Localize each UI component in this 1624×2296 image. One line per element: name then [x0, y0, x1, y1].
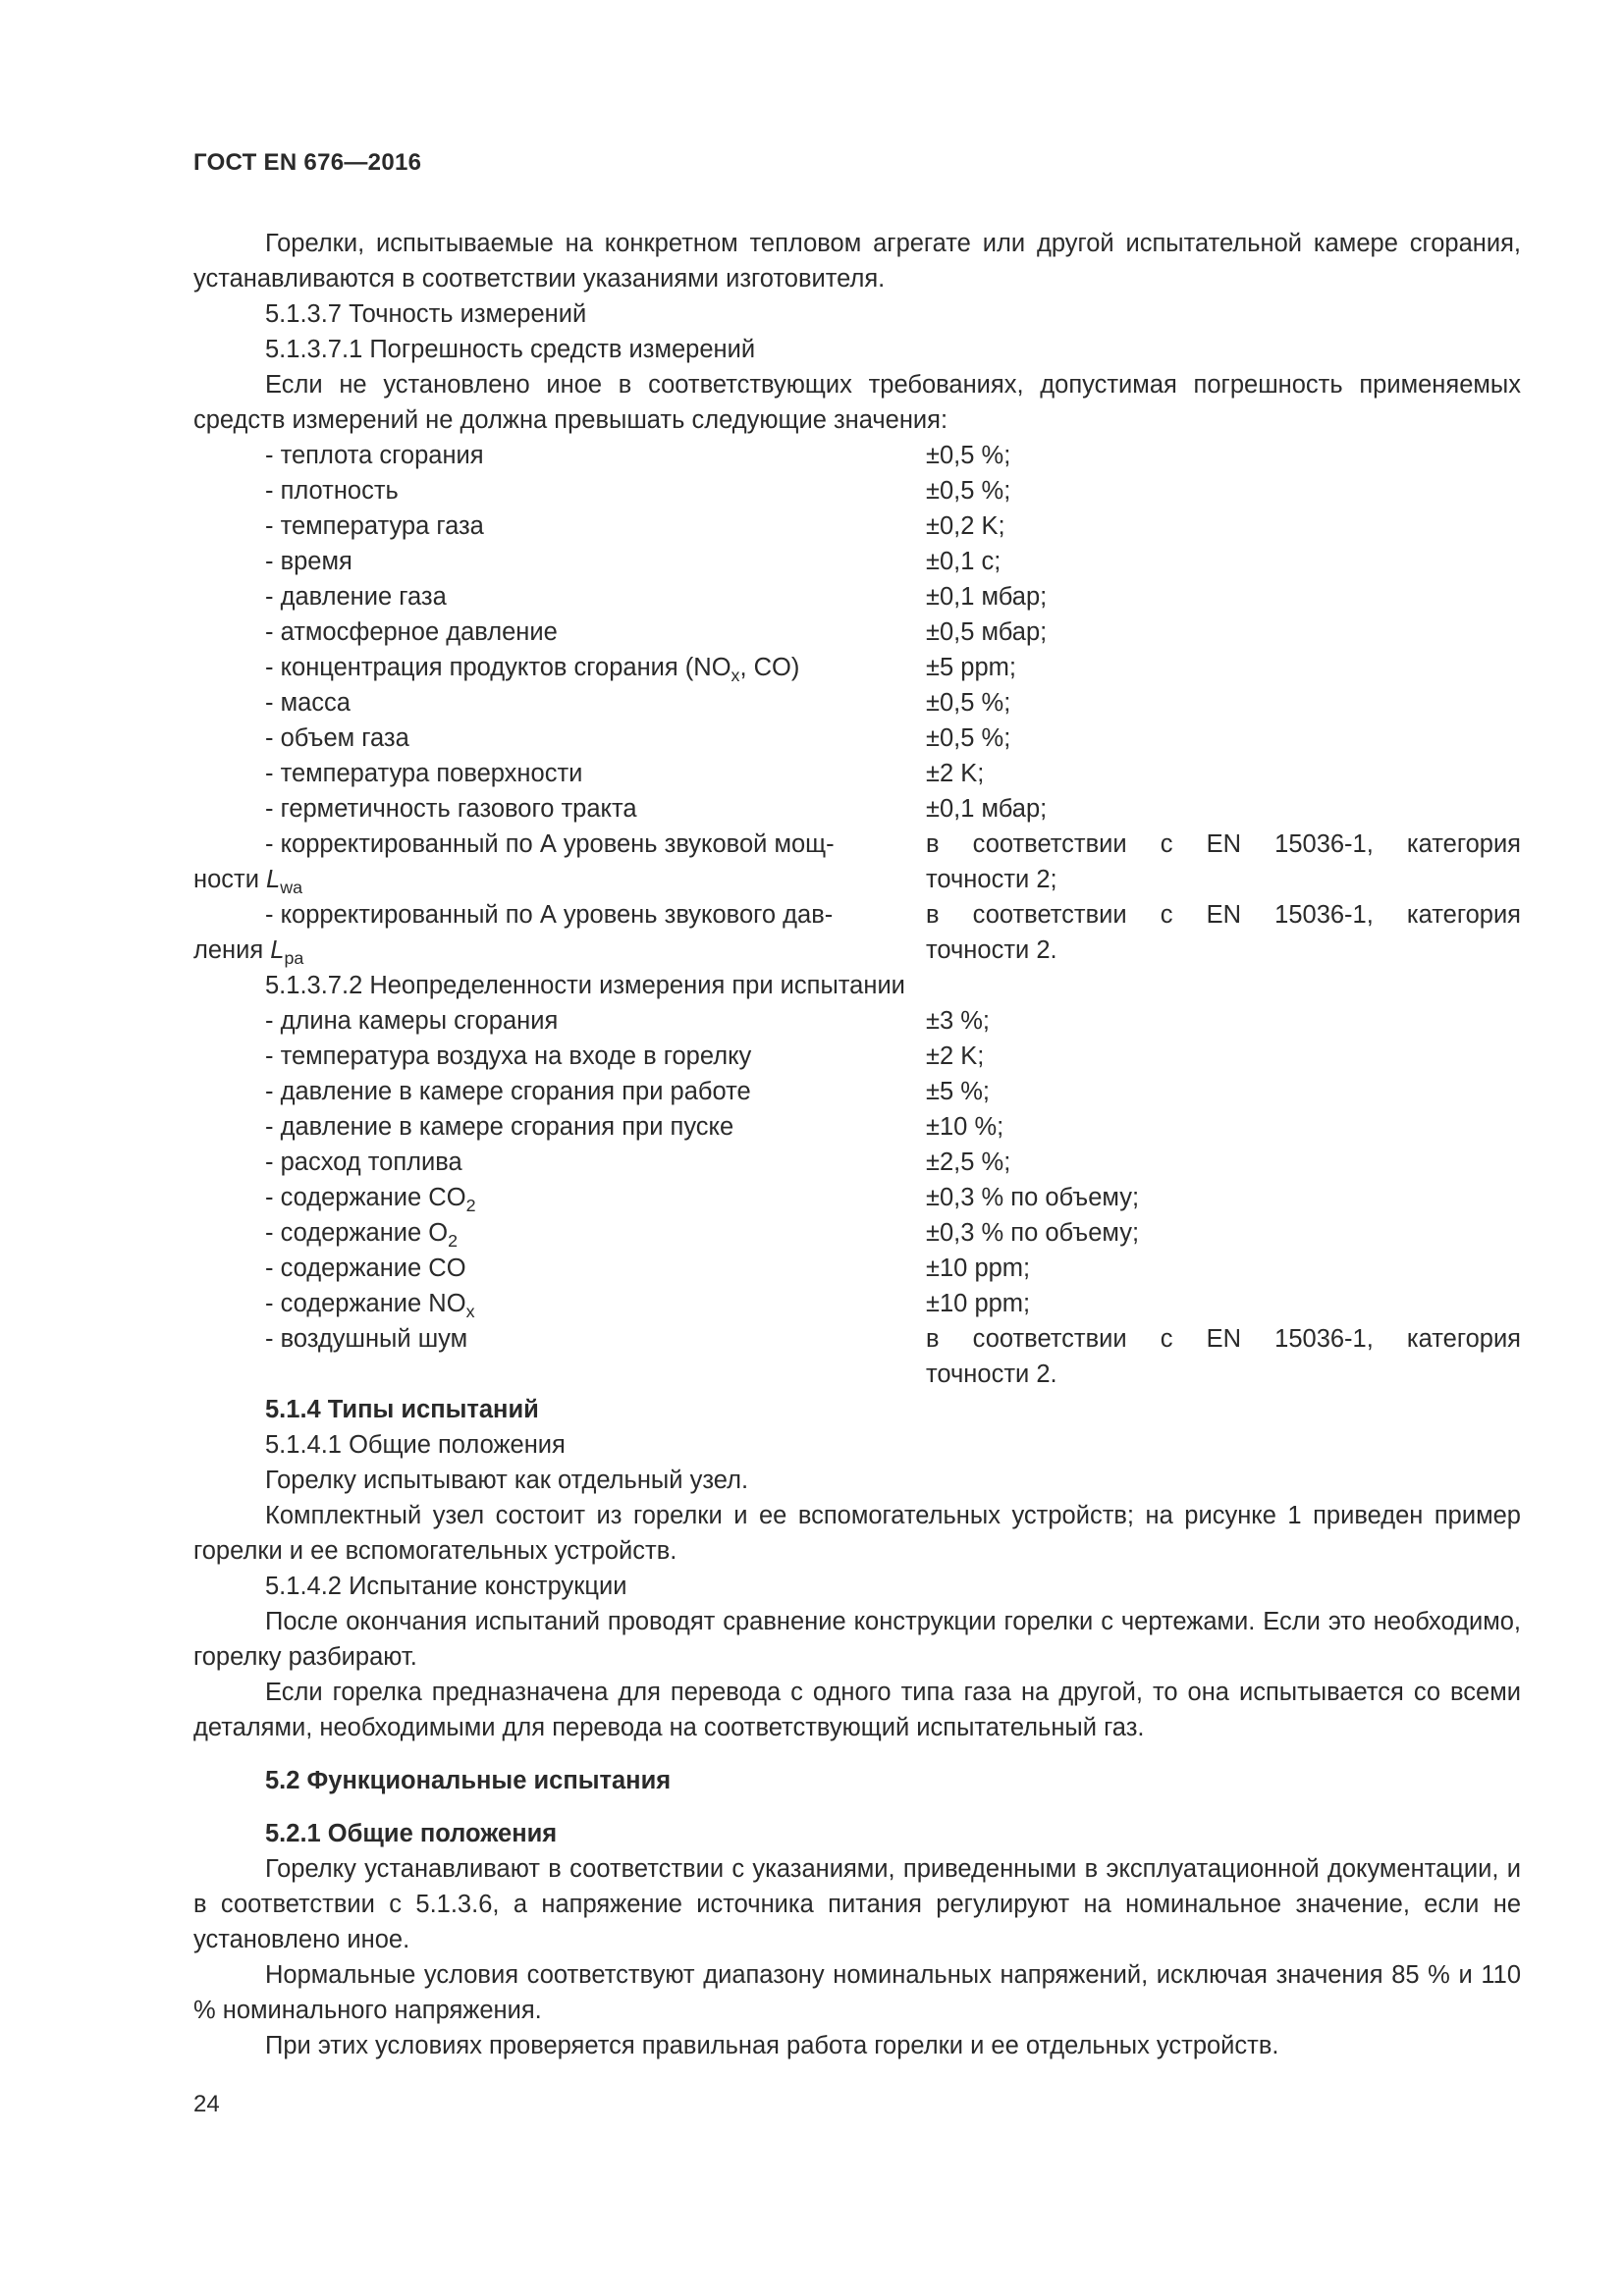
- paragraph: Если горелка предназначена для перевода с одного типа газа на другой, то она испытывается со всеми деталями, необходимыми для перевода на соответствующий испытательный газ.: [193, 1679, 1521, 1741]
- list-item: - давление газа ±0,1 мбар;: [265, 583, 1048, 611]
- list-item: - содержание $CO_2$ ±0,3 % по объему;: [265, 1184, 1140, 1216]
- list-item: - время ±0,1 с;: [265, 548, 1001, 575]
- list-item-continuation: ления $L_{pa}$ точности 2.: [193, 936, 1057, 969]
- list-item: - масса ±0,5 %;: [265, 689, 1011, 717]
- list-item: - плотность ±0,5 %;: [265, 477, 1011, 505]
- paragraph: Горелку испытывают как отдельный узел.: [265, 1467, 749, 1494]
- paragraph: При этих условиях проверяется правильная работа горелки и ее отдельных устройств.: [265, 2032, 1279, 2059]
- paragraph: Нормальные условия соответствуют диапазону номинальных напряжений, исключая значения 85 % и 110 % номинального напряжения.: [193, 1961, 1521, 2024]
- list-item: - корректированный по А уровень звукового дав- в соответствии с EN 15036-1, категория: [265, 901, 1521, 929]
- list-item: - содержание $NO_x$ ±10 ppm;: [265, 1290, 1031, 1322]
- paragraph: Если не установлено иное в соответствующих требованиях, допустимая погрешность применяемых средств измерений не должна превышать следующие значения:: [193, 371, 1521, 434]
- subsection-heading: 5.1.4.2 Испытание конструкции: [265, 1573, 627, 1600]
- paragraph: После окончания испытаний проводят сравнение конструкции горелки с чертежами. Если это необходимо, горелку разбирают.: [193, 1608, 1521, 1671]
- accuracy-list: [193, 438, 1521, 968]
- section-heading: 5.2.1 Общие положения: [265, 1820, 558, 1847]
- list-item: - температура поверхности ±2 K;: [265, 760, 985, 787]
- list-item: - содержание $O_2$ ±0,3 % по объему;: [265, 1219, 1140, 1252]
- subsection-heading: 5.1.3.7.2 Неопределенности измерения при испытании: [265, 972, 905, 999]
- subsection-heading: 5.1.4.1 Общие положения: [265, 1431, 566, 1459]
- list-item-continuation: ности $L_{wa}$ точности 2;: [193, 866, 1057, 898]
- paragraph: Горелки, испытываемые на конкретном тепловом агрегате или другой испытательной камере сгорания, устанавливаются в соответствии указаниями изготовителя.: [193, 230, 1521, 293]
- paragraph: Комплектный узел состоит из горелки и ее вспомогательных устройств; на рисунке 1 приведен пример горелки и ее вспомогательных устройств.: [193, 1502, 1521, 1565]
- page-content: [193, 226, 1521, 2063]
- list-item: - атмосферное давление ±0,5 мбар;: [265, 618, 1048, 646]
- paragraph: Горелку устанавливают в соответствии с указаниями, приведенными в эксплуатационной документации, и в соответствии с 5.1.3.6, а напряжение источника питания регулируют на номинальное значение, если не установлено иное.: [193, 1855, 1521, 1953]
- list-item: - теплота сгорания ±0,5 %;: [265, 442, 1011, 469]
- list-item: - воздушный шум в соответствии с EN 15036-1, категория: [265, 1325, 1521, 1353]
- list-item: - длина камеры сгорания ±3 %;: [265, 1007, 991, 1035]
- page-number: 24: [193, 2091, 220, 2117]
- list-item: - расход топлива ±2,5 %;: [265, 1148, 1011, 1176]
- list-item: - содержание CO ±10 ppm;: [265, 1255, 1031, 1282]
- list-item: - корректированный по А уровень звуковой мощ- в соответствии с EN 15036-1, категория: [265, 830, 1521, 858]
- subsection-heading: 5.1.3.7.1 Погрешность средств измерений: [265, 336, 756, 363]
- list-item: - температура воздуха на входе в горелку ±2 K;: [265, 1042, 985, 1070]
- list-item: - объем газа ±0,5 %;: [265, 724, 1011, 752]
- document-header: ГОСТ EN 676—2016: [193, 149, 422, 176]
- list-item: - герметичность газового тракта ±0,1 мбар;: [265, 795, 1048, 823]
- section-heading: 5.2 Функциональные испытания: [265, 1767, 672, 1794]
- uncertainty-list: [193, 1003, 1521, 1392]
- list-item: - концентрация продуктов сгорания ($NO_x$, CO) ±5 ppm;: [265, 654, 1016, 686]
- list-item: - давление в камере сгорания при работе ±5 %;: [265, 1078, 991, 1105]
- subsection-heading: 5.1.3.7 Точность измерений: [265, 300, 587, 328]
- list-item: - температура газа ±0,2 K;: [265, 512, 1005, 540]
- section-heading: 5.1.4 Типы испытаний: [265, 1396, 539, 1423]
- list-item-continuation: точности 2.: [926, 1361, 1057, 1388]
- list-item: - давление в камере сгорания при пуске ±10 %;: [265, 1113, 1004, 1141]
